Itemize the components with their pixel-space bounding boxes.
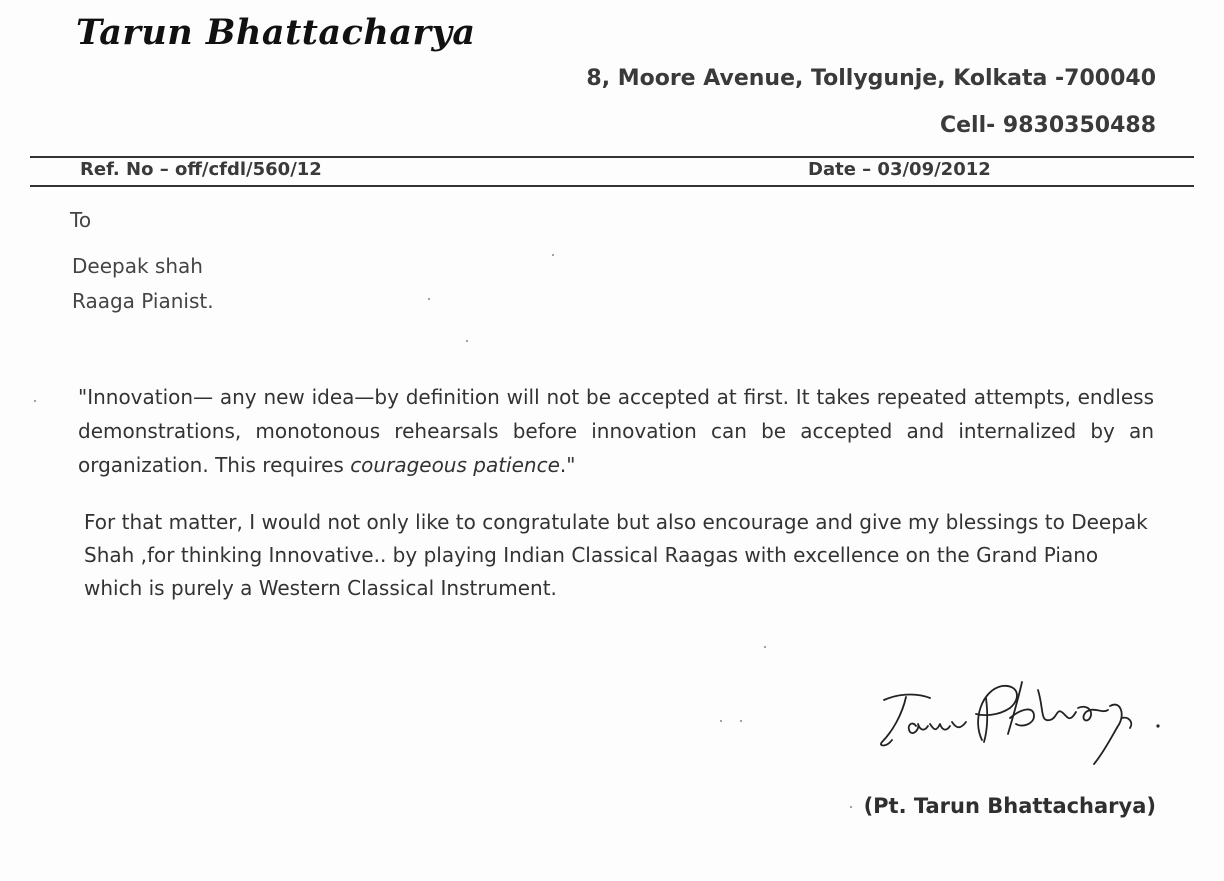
scan-speck xyxy=(720,720,722,722)
body-paragraph: For that matter, I would not only like to congratulate but also encourage and give my blessings to Deepak Shah ,for thinking Innovative.. by playing Indian Classical Raagas with excellence on the Grand Piano which is purely a Western Classical Instrument. xyxy=(84,510,1148,600)
header-rule-bottom xyxy=(30,185,1194,187)
scan-speck xyxy=(552,254,554,256)
reference-number: Ref. No – off/cfdl/560/12 xyxy=(80,159,322,180)
recipient-title: Raaga Pianist. xyxy=(72,289,214,313)
quote-text: "Innovation— any new idea—by definition will not be accepted at first. It takes repeated attempts, endless demonstrations, monotonous rehearsals before innovation can be accepted and internalized by an organization. This requires xyxy=(78,385,1154,477)
signatory-name: (Pt. Tarun Bhattacharya) xyxy=(863,794,1156,818)
letterhead-name: Tarun Bhattacharya xyxy=(76,12,476,53)
scan-speck xyxy=(850,806,852,808)
scan-speck xyxy=(764,646,766,648)
letterhead-cell: Cell- 9830350488 xyxy=(939,113,1156,138)
quote-emphasis: courageous patience xyxy=(350,453,560,477)
scan-speck xyxy=(740,720,742,722)
quote-paragraph xyxy=(78,380,1154,482)
scan-speck xyxy=(34,400,36,402)
recipient-name: Deepak shah xyxy=(72,254,203,278)
letter-date: Date – 03/09/2012 xyxy=(808,159,991,180)
scan-speck xyxy=(466,340,468,342)
handwritten-signature xyxy=(872,670,1162,770)
scan-speck xyxy=(428,298,430,300)
letterhead-address: 8, Moore Avenue, Tollygunje, Kolkata -700040 xyxy=(586,66,1156,91)
quote-closing: ." xyxy=(559,453,576,477)
header-rule-top xyxy=(30,156,1194,158)
salutation: To xyxy=(70,208,92,232)
